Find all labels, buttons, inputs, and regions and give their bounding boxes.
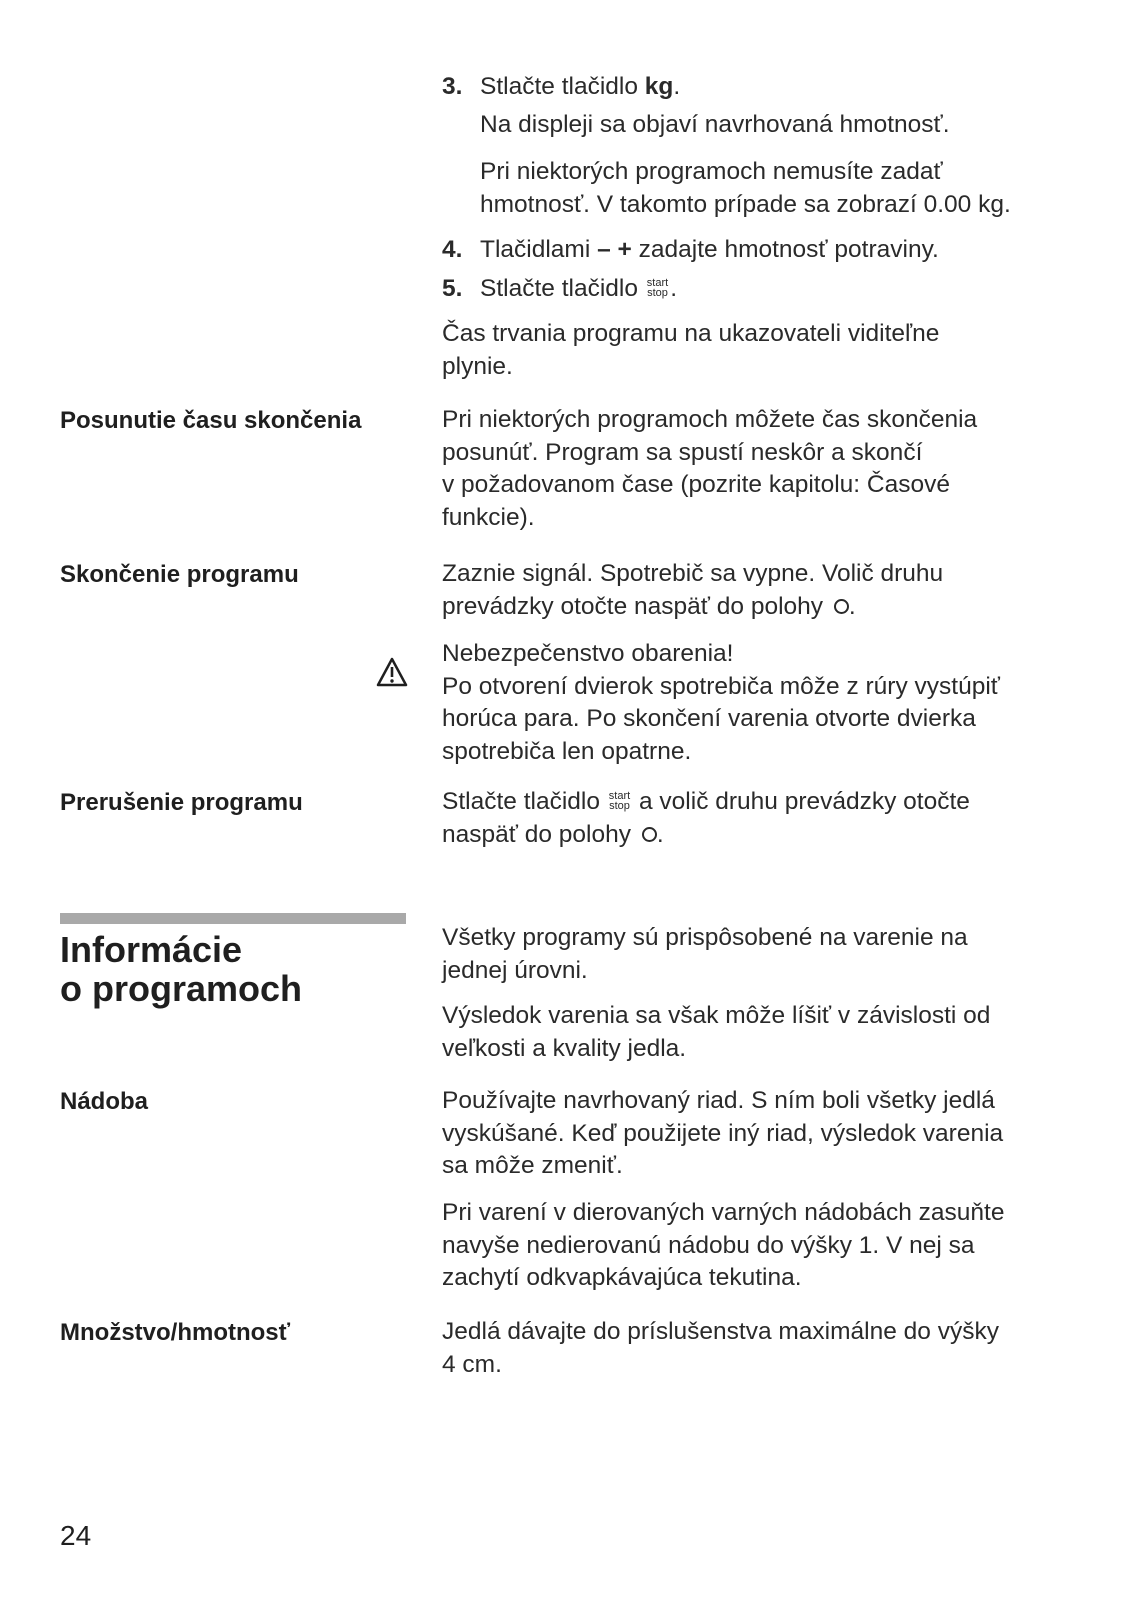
amount-weight-text: Jedlá dávajte do príslušenstva maximálne do výšky 4 cm. [442, 1318, 999, 1378]
heading-shift-end-time: Posunutie času skončenia [60, 407, 362, 434]
section-title: Informácie o programoch [60, 929, 303, 1009]
step-5: 5. Stlačte tlačidlo start stop . [442, 273, 1082, 306]
step-number: 4. [442, 236, 463, 263]
vessel-paragraph-1: Používajte navrhovaný riad. S ním boli všetky jedlá vyskúšané. Keď použijete iný riad, výsledok varenia sa môže zmeniť. [442, 1087, 1004, 1179]
start-stop-button-symbol: start stop [608, 789, 631, 812]
section-divider-bar [60, 913, 406, 924]
info-paragraph-2: Výsledok varenia sa však môže líšiť v závislosti od veľkosti a kvality jedla. [442, 1002, 991, 1062]
heading-vessel: Nádoba [60, 1088, 149, 1115]
off-position-circle-icon [642, 827, 657, 842]
vessel-paragraph-2: Pri varení v dierovaných varných nádobách zasuňte navyše nedierovanú nádobu do výšky 1. V nej sa zachytí odkvapkávajúca tekutina. [442, 1199, 1005, 1291]
start-stop-button-symbol: start stop [646, 276, 669, 299]
duration-text: Čas trvania programu na ukazovateli viditeľne plynie. [442, 320, 940, 380]
step-3: 3. Stlačte tlačidlo kg. [442, 71, 1082, 104]
kg-button-symbol: kg [644, 73, 674, 100]
minus-plus-buttons-symbol: – + [597, 236, 632, 263]
warning-triangle-icon [376, 657, 408, 687]
heading-program-end: Skončenie programu [60, 561, 299, 588]
step-text: Stlačte tlačidlo [480, 73, 645, 100]
program-interrupt-text: Stlačte tlačidlo start stop a volič druhu prevádzky otočte naspäť do polohy . [442, 788, 970, 848]
info-paragraph-1: Všetky programy sú prispôsobené na varenie na jednej úrovni. [442, 924, 968, 984]
step-number: 3. [442, 73, 463, 100]
warning-text: Nebezpečenstvo obarenia! Po otvorení dvierok spotrebiča môže z rúry vystúpiť horúca para. Po skončení varenia otvorte dvierka spotrebiča len opatrne. [442, 640, 1000, 765]
heading-program-interrupt: Prerušenie programu [60, 789, 303, 816]
program-end-text: Zaznie signál. Spotrebič sa vypne. Volič druhu prevádzky otočte naspäť do polohy . [442, 560, 944, 620]
off-position-circle-icon [834, 599, 849, 614]
page-number: 24 [60, 1520, 92, 1551]
shift-end-time-text: Pri niektorých programoch môžete čas skončenia posunúť. Program sa spustí neskôr a skončí v požadovanom čase (pozrite kapitolu: Časové funkcie). [442, 406, 978, 531]
step-number: 5. [442, 275, 463, 302]
step-3-note: Na displeji sa objaví navrhovaná hmotnosť. [480, 111, 950, 138]
heading-amount-weight: Množstvo/hmotnosť [60, 1319, 291, 1346]
step-3-hint: Pri niektorých programoch nemusíte zadať hmotnosť. V takomto prípade sa zobrazí 0.00 kg. [480, 158, 1011, 218]
step-4: 4. Tlačidlami – + zadajte hmotnosť potraviny. [442, 234, 1082, 267]
